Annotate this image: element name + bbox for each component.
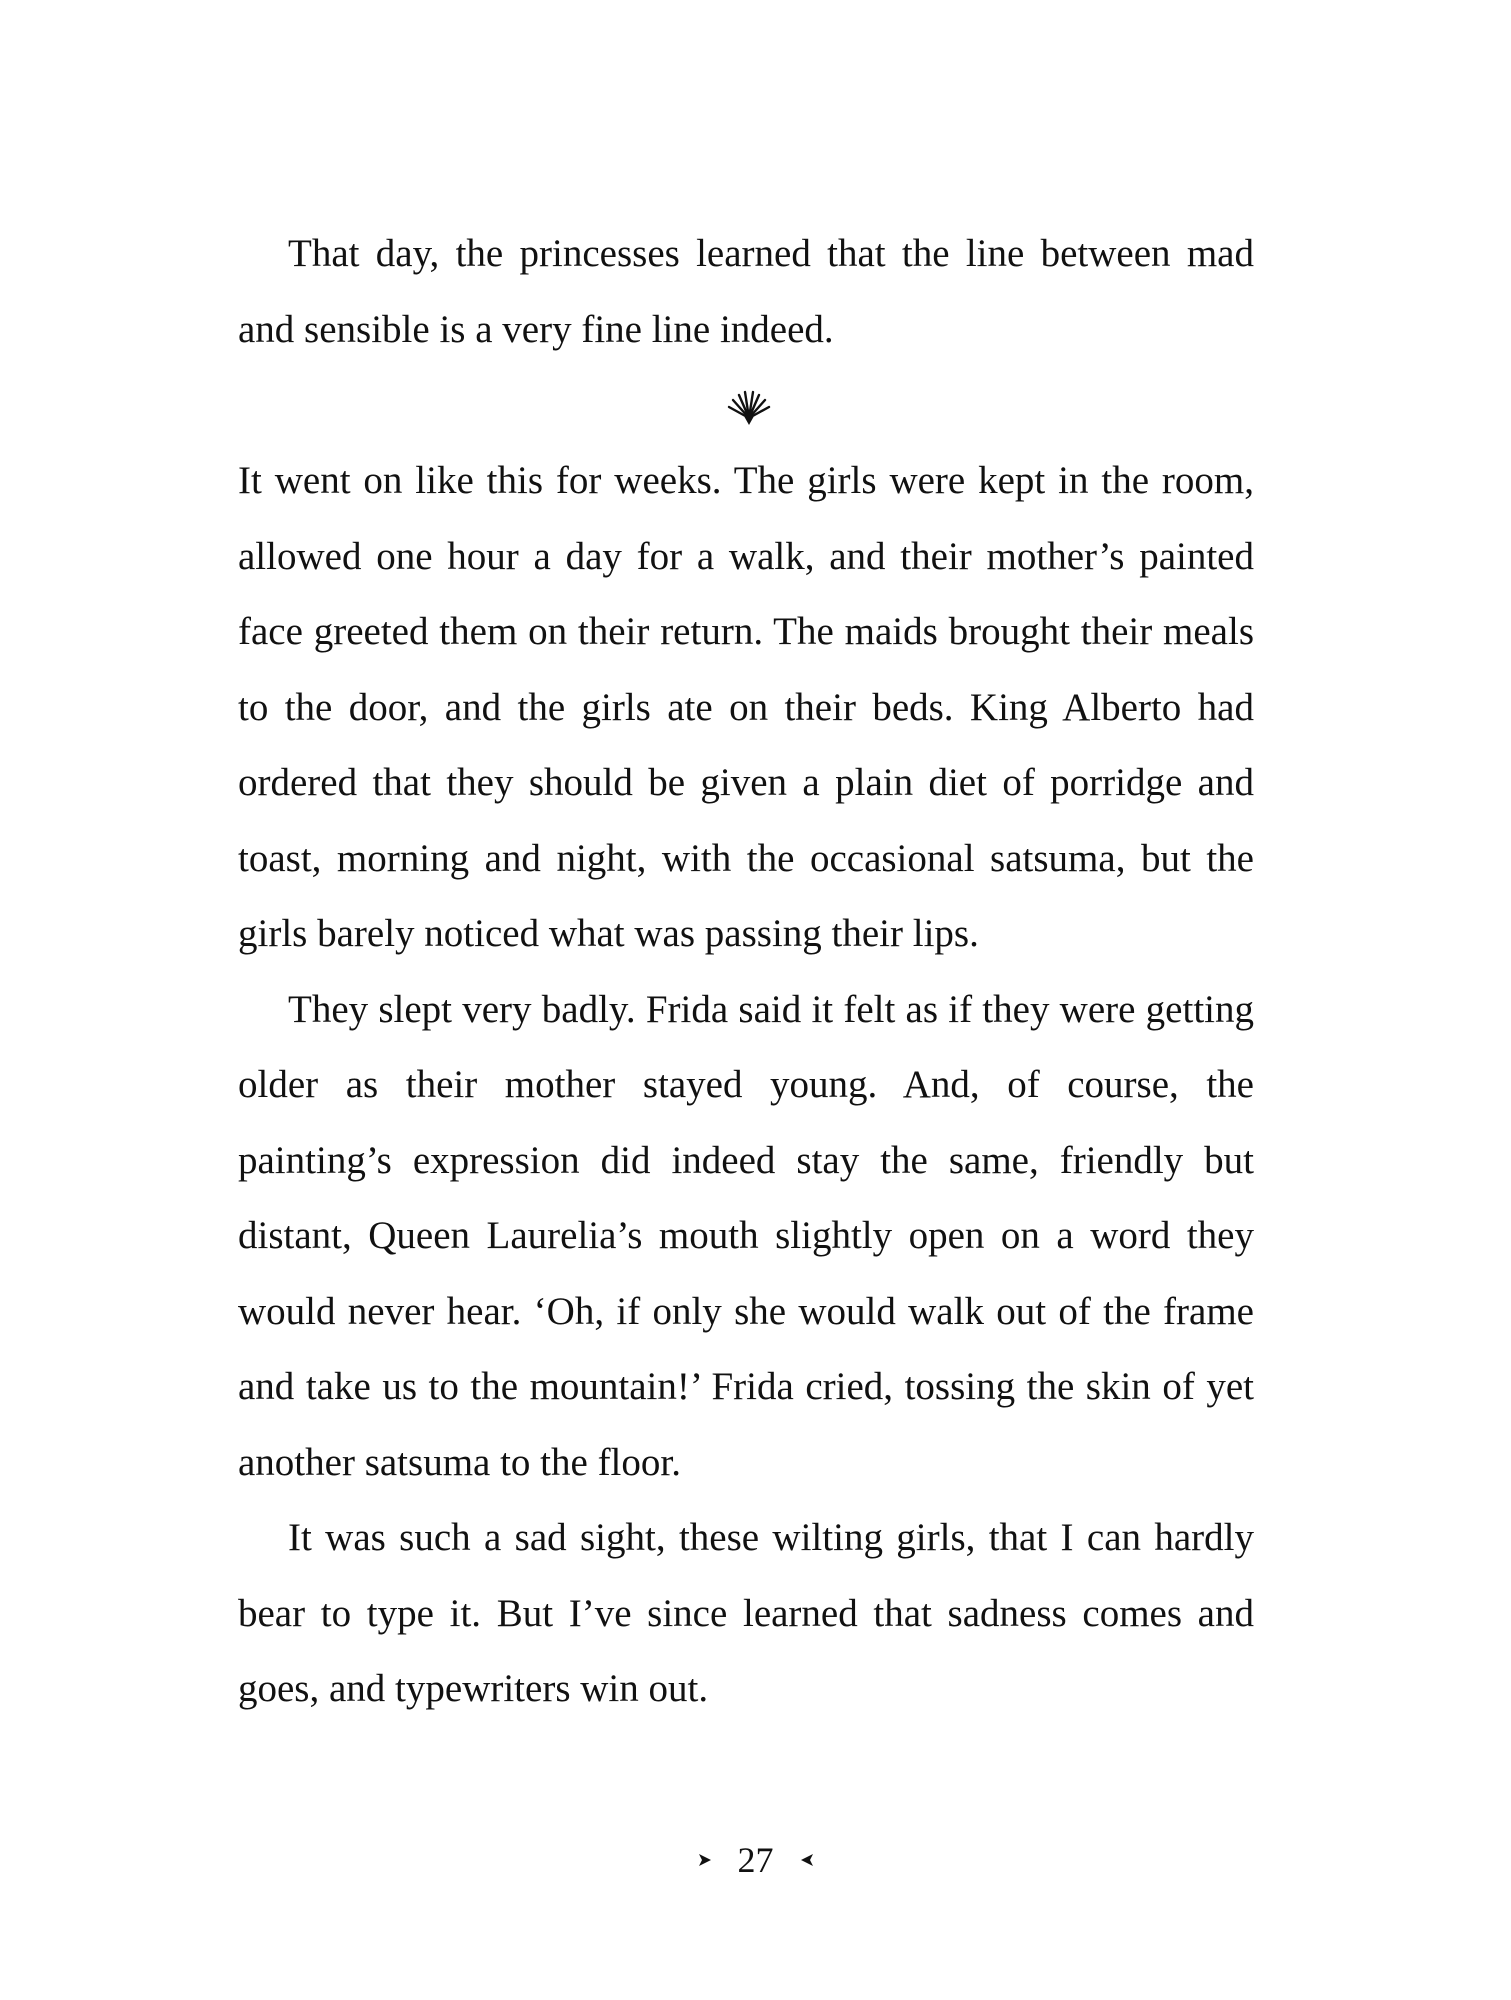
- fan-ornament-icon: [726, 390, 772, 426]
- section-two: [238, 443, 1254, 1727]
- paragraph: They slept very badly. Frida said it felt as if they were getting older as their mother stayed young. And, of course, the painting’s expression did indeed stay the same, friendly but distant, Queen Laurelia’s mouth slightly open on a word they would never hear. ‘Oh, if only she would walk out of the frame and take us to the mountain!’ Frida cried, tossing the skin of yet another satsuma to the floor.: [238, 987, 1254, 1484]
- section-one: [238, 216, 1254, 367]
- page-number: 27: [737, 1840, 774, 1880]
- arrow-left-icon: [800, 1853, 814, 1867]
- page-footer: [0, 1830, 1511, 1890]
- paragraph: It was such a sad sight, these wilting girls, that I can hardly bear to type it. But I’ve since learned that sadness comes and goes, and typewriters win out.: [238, 1516, 1254, 1710]
- paragraph: It went on like this for weeks. The girls were kept in the room, allowed one hour a day for a walk, and their mother’s painted face greeted them on their return. The maids brought their meals to the door, and the girls ate on their beds. King Alberto had ordered that they should be given a plain diet of porridge and toast, morning and night, with the occasional satsuma, but the girls barely noticed what was passing their lips.: [238, 459, 1254, 955]
- arrow-right-icon: [698, 1853, 712, 1867]
- paragraph: That day, the princesses learned that the line between mad and sensible is a very fine line indeed.: [238, 232, 1254, 351]
